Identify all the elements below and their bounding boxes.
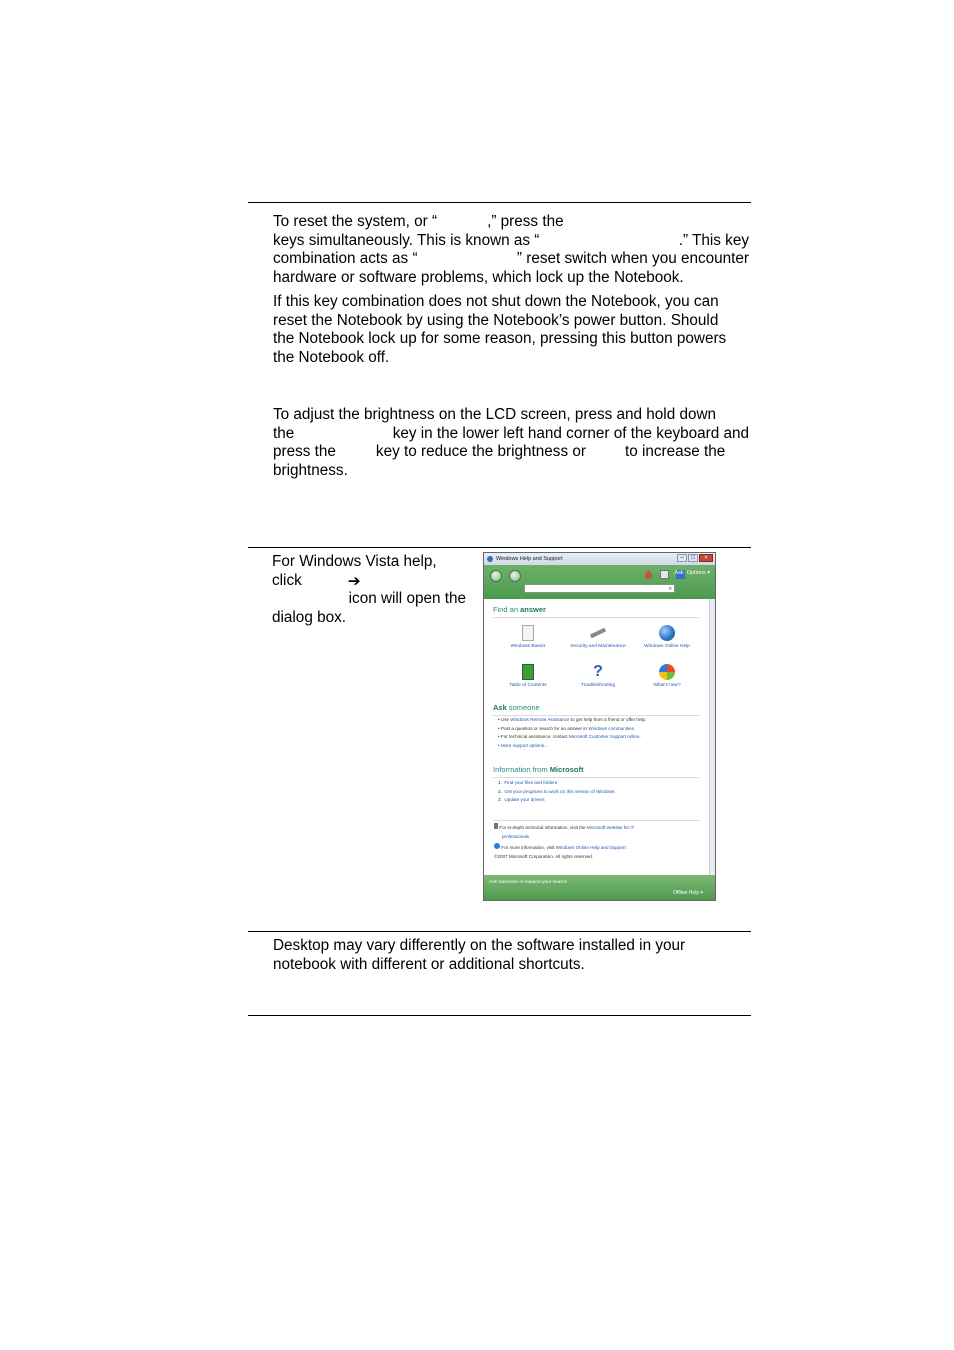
- window-titlebar: [484, 553, 715, 565]
- brightness-text-3b: key to reduce the brightness or: [375, 443, 586, 461]
- list-item: 1. Find your files and folders: [498, 780, 558, 785]
- window-title: Windows Help and Support: [496, 556, 563, 562]
- it-pro-link[interactable]: Microsoft website for IT: [586, 825, 635, 830]
- it-pro-link-cont[interactable]: professionals: [502, 833, 530, 839]
- help-content: [488, 599, 709, 875]
- tile-table-of-contents[interactable]: Table of Contents: [494, 664, 562, 688]
- help-toolbar: [484, 565, 715, 599]
- list-item: For in-depth technical information, visit the Microsoft website for IT professionals: [494, 823, 634, 841]
- customer-support-link[interactable]: Microsoft Customer Support online: [568, 734, 640, 740]
- windows-logo-icon: [659, 664, 675, 680]
- microsoft-info-list: [498, 779, 615, 805]
- ask-someone-heading: Ask someone: [493, 703, 540, 712]
- brightness-text-2b: key in the lower left hand corner of the keyboard and: [392, 424, 749, 442]
- close-icon[interactable]: ×: [699, 554, 713, 562]
- help-and-support-screenshot: [483, 552, 716, 901]
- update-drivers-link[interactable]: Update your drivers: [504, 797, 545, 803]
- offline-help-button[interactable]: Offline Help ▾: [673, 890, 703, 896]
- reset-text-1b: ,” press the: [487, 213, 564, 230]
- more-support-link[interactable]: More support options...: [500, 742, 548, 748]
- bottom-rule: [248, 1015, 751, 1016]
- divider: [493, 617, 699, 618]
- question-icon: ?: [593, 663, 603, 680]
- globe-icon: [494, 843, 500, 849]
- forward-icon[interactable]: [509, 570, 521, 582]
- reset-paragraph: [273, 213, 749, 287]
- find-answer-heading: Find an answer: [493, 605, 546, 614]
- brightness-text-1: To adjust the brightness on the LCD screen, press and hold down: [273, 406, 717, 423]
- brightness-text-3c: to increase the: [624, 443, 726, 461]
- ask-label[interactable]: Ask: [674, 570, 684, 576]
- desktop-note-text-2: notebook with different or additional shortcuts.: [273, 955, 585, 973]
- back-icon[interactable]: [490, 570, 502, 582]
- globe-icon: [659, 625, 675, 641]
- options-label[interactable]: Options ▾: [686, 570, 710, 576]
- help-app-icon: [487, 556, 493, 562]
- arrow-icon: ➔: [347, 571, 361, 590]
- reset-text-3b: ” reset switch when you encounter: [516, 250, 749, 268]
- program-compat-link[interactable]: Get your programs to work on this version of Windows: [504, 788, 615, 794]
- list-item: • Use Windows Remote Assistance to get help from a friend or offer help.: [498, 717, 647, 722]
- reset-text-3a: combination acts as “: [273, 250, 418, 268]
- power-text-1: If this key combination does not shut down the Notebook, you can: [273, 293, 719, 310]
- power-text-4: the Notebook off.: [273, 348, 390, 366]
- windows-communities-link[interactable]: Windows communities: [588, 725, 634, 731]
- brightness-text-2a: the: [273, 424, 295, 442]
- list-item: For more information, visit Windows Online Help and Support: [494, 843, 634, 853]
- search-icon[interactable]: ⌕: [668, 586, 672, 592]
- online-help-link[interactable]: Windows Online Help and Support: [555, 845, 626, 851]
- top-rule: [248, 202, 751, 203]
- maximize-icon[interactable]: □: [688, 554, 698, 562]
- remote-assistance-link[interactable]: Windows Remote Assistance: [510, 717, 570, 722]
- print-icon[interactable]: [660, 570, 669, 579]
- it-pro-icon: [494, 823, 498, 829]
- power-text-2: reset the Notebook by using the Notebook’s power button. Should: [273, 311, 719, 329]
- divider: [493, 777, 699, 778]
- list-item: 3. Update your drivers: [498, 797, 545, 803]
- desktop-note-text-1: Desktop may vary differently on the software installed in your: [273, 937, 686, 954]
- list-item: • For technical assistance, contact Microsoft Customer Support online.: [498, 734, 641, 740]
- tile-troubleshooting[interactable]: ? Troubleshooting: [580, 663, 616, 688]
- info-from-microsoft-heading: Information from Microsoft: [493, 765, 584, 774]
- reset-text-2b: .” This key: [678, 231, 749, 249]
- tile-security-maintenance[interactable]: Security and Maintenance: [564, 625, 632, 649]
- help-text-2a: click: [272, 571, 302, 589]
- note-rule: [248, 931, 751, 932]
- ask-options[interactable]: [675, 570, 710, 576]
- wrench-icon: [590, 628, 606, 638]
- copyright-text: ©2007 Microsoft Corporation. All rights reserved.: [494, 853, 594, 859]
- help-statusbar: [484, 875, 715, 900]
- brightness-paragraph: [273, 406, 749, 480]
- desktop-note: [273, 937, 749, 974]
- list-item: 2. Get your programs to work on this version of Windows: [498, 788, 615, 794]
- tile-windows-basics[interactable]: Windows Basics: [494, 625, 562, 649]
- ask-expand-link[interactable]: Ask someone or expand your search: [489, 880, 568, 885]
- reset-text-1a: To reset the system, or “: [273, 213, 438, 230]
- divider: [493, 820, 699, 821]
- help-text-4: dialog box.: [272, 608, 346, 626]
- help-search-input[interactable]: [524, 584, 675, 593]
- reset-text-2a: keys simultaneously. This is known as “: [273, 231, 540, 249]
- power-text-3: the Notebook lock up for some reason, pressing this button powers: [273, 330, 727, 348]
- home-icon[interactable]: [644, 570, 653, 579]
- tile-whats-new[interactable]: What's new?: [633, 664, 701, 688]
- book-icon: [522, 664, 534, 680]
- find-files-link[interactable]: Find your files and folders: [504, 780, 558, 785]
- list-item: • Post a question or search for an answer in Windows communities.: [498, 725, 636, 731]
- tile-windows-online-help[interactable]: Windows Online Help: [633, 625, 701, 649]
- footer-info: [494, 823, 634, 861]
- scrollbar[interactable]: [709, 599, 715, 875]
- help-paragraph: [272, 553, 466, 627]
- ask-someone-list: [498, 716, 646, 750]
- brightness-text-4: brightness.: [273, 461, 348, 479]
- document-icon: [522, 625, 534, 641]
- brightness-text-3a: press the: [273, 443, 336, 461]
- help-text-3: icon will open the: [348, 590, 466, 608]
- power-button-paragraph: [273, 293, 749, 367]
- help-text-1: For Windows Vista help,: [272, 553, 437, 570]
- list-item: • More support options...: [498, 742, 548, 748]
- help-section-rule: [248, 547, 751, 548]
- reset-text-4: hardware or software problems, which lock up the Notebook.: [273, 268, 684, 286]
- minimize-icon[interactable]: –: [677, 554, 687, 562]
